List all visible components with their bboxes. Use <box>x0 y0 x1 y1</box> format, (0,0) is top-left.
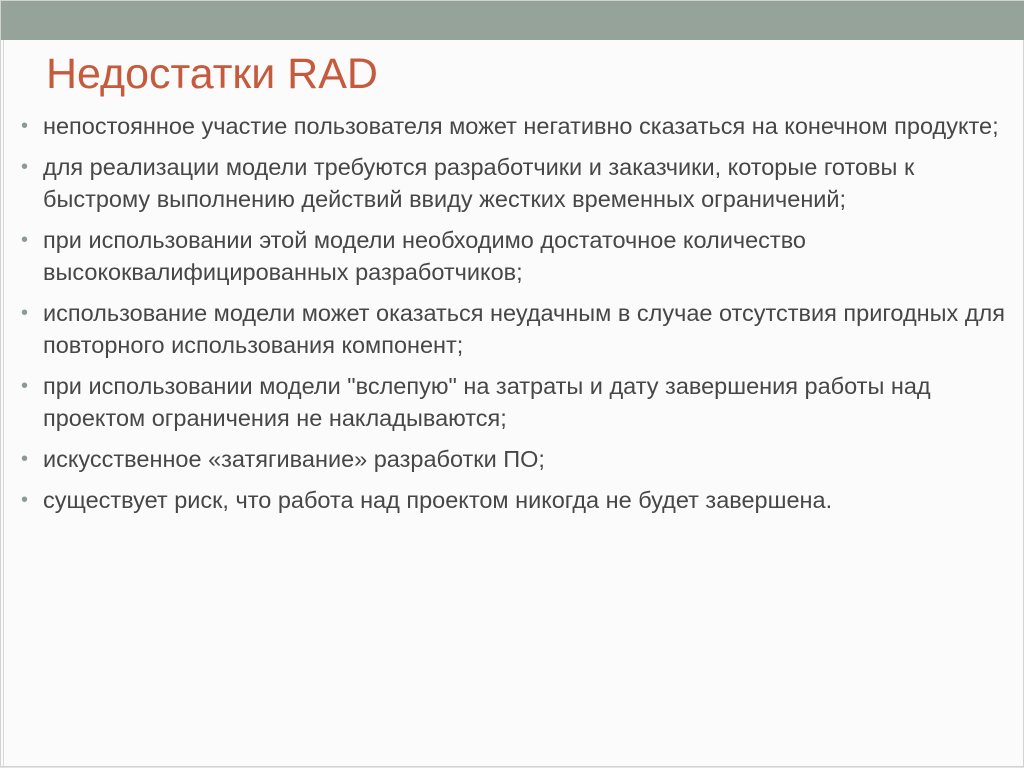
bullet-list <box>21 110 1011 525</box>
bullet-text: использование модели может оказаться неудачным в случае отсутствия пригодных для повторного использования компонент; <box>43 300 1005 358</box>
list-item <box>21 370 1011 434</box>
top-accent-bar <box>1 1 1024 40</box>
bullet-text: при использовании модели "вслепую" на затраты и дату завершения работы над проектом ограничения не накладываются; <box>43 373 931 431</box>
bullet-dot-icon: • <box>21 115 29 137</box>
list-item <box>21 224 1011 288</box>
list-item <box>21 297 1011 361</box>
bullet-text: при использовании этой модели необходимо достаточное количество высококвалифицированных разработчиков; <box>43 227 806 285</box>
left-border-line <box>3 40 4 768</box>
slide-title: Недостатки RAD <box>46 50 378 98</box>
bullet-dot-icon: • <box>21 489 29 511</box>
bullet-dot-icon: • <box>21 302 29 324</box>
bullet-text: существует риск, что работа над проектом никогда не будет завершена. <box>43 487 833 513</box>
bullet-dot-icon: • <box>21 448 29 470</box>
list-item <box>21 110 1011 142</box>
bullet-text: искусственное «затягивание» разработки ПО; <box>43 446 545 472</box>
bullet-text: непостоянное участие пользователя может негативно сказаться на конечном продукте; <box>43 113 999 139</box>
list-item <box>21 484 1011 516</box>
list-item <box>21 151 1011 215</box>
bullet-dot-icon: • <box>21 375 29 397</box>
list-item <box>21 443 1011 475</box>
bullet-text: для реализации модели требуются разработчики и заказчики, которые готовы к быстрому выполнению действий ввиду жестких временных ограничений; <box>43 154 915 212</box>
bullet-dot-icon: • <box>21 156 29 178</box>
bullet-dot-icon: • <box>21 229 29 251</box>
